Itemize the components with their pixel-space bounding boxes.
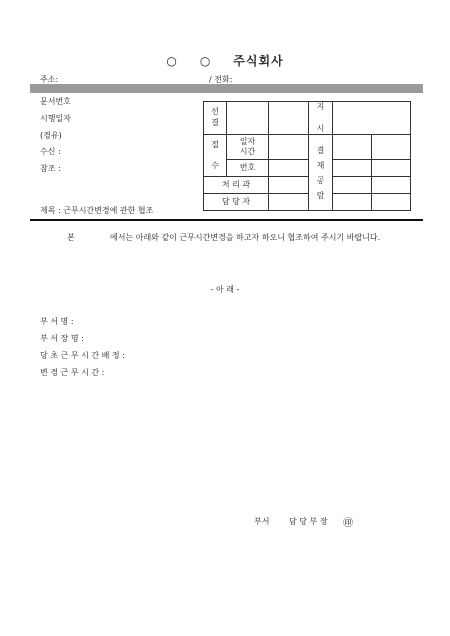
section-divider-line: [30, 219, 423, 221]
main-sentence: 에서는 아래와 같이 근무시간변경을 하고자 하오니 협조하여 주시기 바랍니다.: [110, 233, 381, 242]
company-mark-right: ○: [199, 54, 212, 68]
approval-table: [203, 101, 411, 211]
address-label: 주소:: [40, 75, 59, 84]
approval-sign-cell: [333, 135, 372, 160]
footer-manager: 담 당 부 장: [289, 517, 328, 526]
issue-date-label: 시행일자: [40, 114, 71, 123]
date-time-label-cell: 일자 시간: [227, 135, 269, 160]
ji-si-cell: 지 시: [309, 102, 333, 135]
footer-dept: 부서: [254, 517, 270, 526]
date-time-value-cell: [269, 135, 309, 160]
company-mark-left: ○: [166, 54, 178, 68]
processing-dept-label-cell: 처 리 과: [204, 177, 269, 194]
gyeol-jae-gong-ram-cell: 결 재 공 람: [309, 135, 333, 211]
main-prefix: 본: [67, 233, 75, 242]
approval-sign-cell: [372, 135, 411, 160]
number-label-cell: 번호: [227, 160, 269, 177]
approval-sign-cell: [333, 160, 372, 177]
below-heading: - 아 래 -: [210, 285, 240, 294]
approval-sign-cell: [372, 160, 411, 177]
recipient-label: 수신 :: [40, 147, 61, 156]
via-label: (경유): [40, 131, 62, 140]
number-value-cell: [269, 160, 309, 177]
person-in-charge-label-cell: 담 당 자: [204, 194, 269, 211]
changed-hours-field: 변 경 근 무 시 간 :: [40, 368, 105, 377]
seon-gyeol-cell: 선 결: [204, 102, 227, 135]
approval-blank-cell: [227, 102, 269, 135]
original-hours-field: 당 초 근 무 시 간 배 정 :: [40, 351, 125, 360]
company-name: 주식회사: [233, 54, 284, 68]
approval-sign-cell: [333, 194, 372, 211]
person-in-charge-value-cell: [269, 194, 309, 211]
seal-mark: ㊞: [343, 518, 353, 529]
dept-head-name-field: 부 서 장 명 :: [40, 334, 84, 343]
approval-sign-cell: [333, 177, 372, 194]
dept-name-field: 부 서 명 :: [40, 317, 74, 326]
header-divider-bar: [30, 84, 423, 93]
doc-number-label: 문서번호: [40, 97, 71, 106]
approval-sign-cell: [372, 177, 411, 194]
company-title: [0, 52, 450, 69]
approval-sign-cell: [372, 194, 411, 211]
reference-label: 참조 :: [40, 164, 61, 173]
approval-blank-cell: [269, 102, 309, 135]
ji-si-value-cell: [333, 102, 411, 135]
phone-label: / 전화:: [209, 75, 233, 84]
subject-line: 제목 : 근무시간변경에 관한 협조: [40, 206, 154, 215]
processing-dept-value-cell: [269, 177, 309, 194]
jeop-su-cell: 접 수: [204, 135, 227, 177]
